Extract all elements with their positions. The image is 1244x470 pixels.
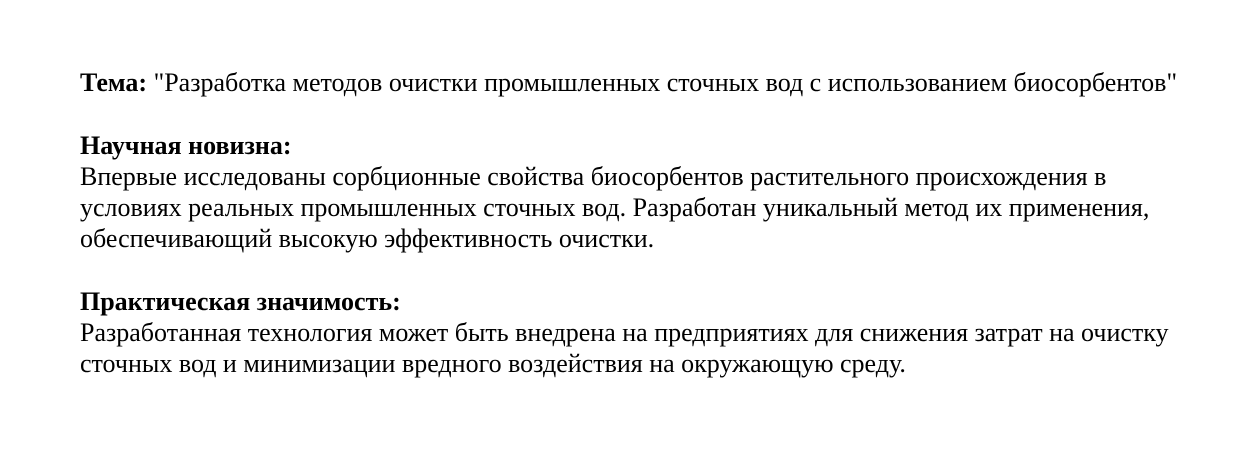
novelty-text: Впервые исследованы сорбционные свойства биосорбентов растительного происхождения в условиях реальных промышленных сточных вод. Разработан уникальный метод их применения, обеспечивающий высокую эффективность очистки. xyxy=(80,162,1150,253)
document-body xyxy=(80,67,1190,379)
topic-line xyxy=(80,67,1190,98)
topic-text: "Разработка методов очистки промышленных сточных вод с использованием биосорбентов" xyxy=(153,68,1178,97)
significance-block xyxy=(80,286,1190,379)
significance-text: Разработанная технология может быть внедрена на предприятиях для снижения затрат на очистку сточных вод и минимизации вредного воздействия на окружающую среду. xyxy=(80,318,1169,378)
novelty-heading: Научная новизна: xyxy=(80,131,292,160)
novelty-block xyxy=(80,130,1190,254)
topic-label: Тема: xyxy=(80,68,148,97)
topic-block xyxy=(80,67,1190,98)
significance-heading: Практическая значимость: xyxy=(80,287,401,316)
